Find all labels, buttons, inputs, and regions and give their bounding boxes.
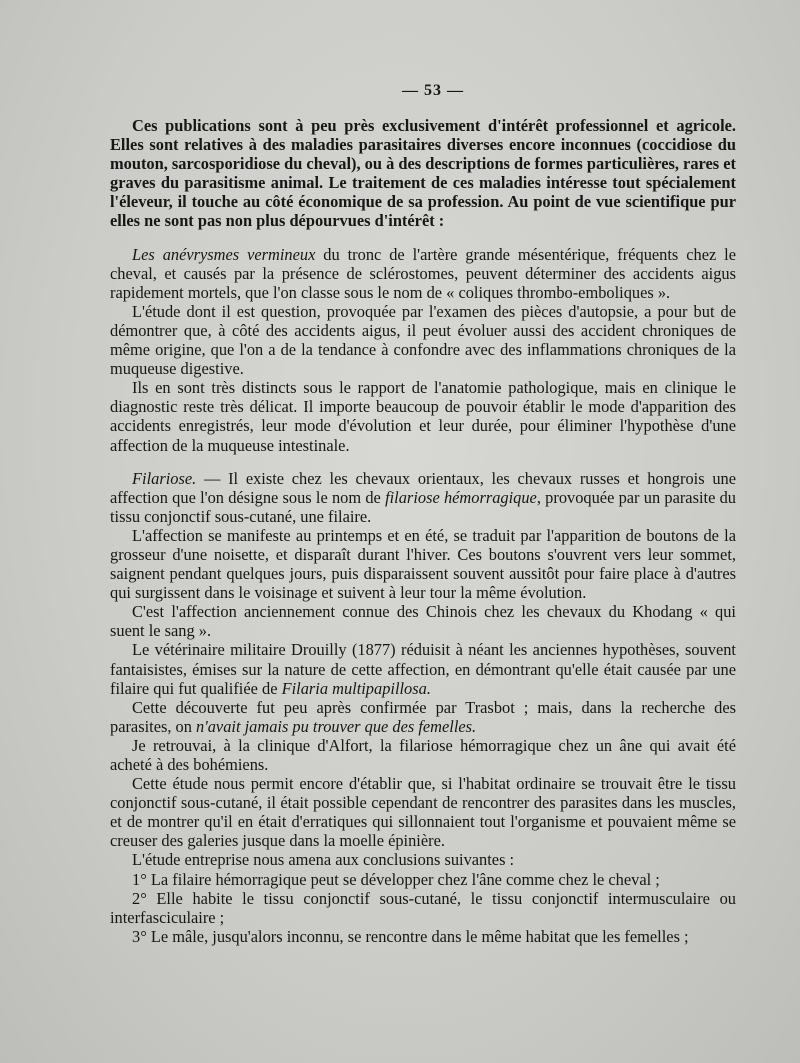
conclusion-1: 1° La filaire hémorragique peut se développer chez l'âne comme chez le cheval ; xyxy=(132,869,660,889)
anevrysmes-paragraph-1 xyxy=(110,245,736,302)
anevrysmes-paragraph-2: L'étude dont il est question, provoquée par l'examen des pièces d'autopsie, a pour but de démontrer que, à côté des accidents aigus, il peut évoluer aussi des accident chroniques de même origine, que l'on a de la tendance à confondre avec des inflammations chroniques de la muqueuse digestive. xyxy=(110,301,736,379)
filariose-paragraph-3: C'est l'affection anciennement connue des Chinois chez les chevaux du Khodang « qui suent le sang ». xyxy=(110,602,736,641)
anevrysmes-title: Les anévrysmes vermineux xyxy=(132,244,316,264)
filariose-paragraph-7: Cette étude nous permit encore d'établir que, si l'habitat ordinaire se trouvait être le tissu conjonctif sous-cutané, il était possible cependant de rencontrer des parasites dans les muscles, et de montrer qu'il en était d'erratiques qui sillonnaient tout l'organisme et pouvaient même se creuser des galeries jusque dans la moelle épinière. xyxy=(110,774,736,851)
conclusion-3: 3° Le mâle, jusqu'alors inconnu, se rencontre dans le même habitat que les femelles ; xyxy=(132,926,689,946)
anevrysmes-p1-text: du tronc de l'artère grande mésentérique, fréquents chez le cheval, et causés par la présence de sclérostomes, peuvent déterminer des accidents aigus rapidement mortels, que l'on classe sous le nom de « coliques thrombo-emboliques ». xyxy=(110,244,737,302)
section-gap xyxy=(110,231,736,245)
filariose-p5-text: Cette découverte fut peu après confirmée par Trasbot ; mais, dans la recherche des parasites, on xyxy=(110,697,736,736)
filariose-p4-text: Le vétérinaire militaire Drouilly (1877) réduisit à néant les anciennes hypothèses, souvent fantaisistes, émises sur la nature de cette affection, en démontrant qu'elle était causée par une filaire qui fut qualifiée de xyxy=(110,640,736,698)
anevrysmes-paragraph-3: Ils en sont très distincts sous le rapport de l'anatomie pathologique, mais en clinique le diagnostic reste très délicat. Il importe beaucoup de pouvoir établir le mode d'apparition des accidents enregistrés, leur mode d'évolution et leur durée, pour éliminer l'hypothèse d'une affection de la muqueuse intestinale. xyxy=(110,378,736,455)
filariose-p4-italic: Filaria multipapillosa. xyxy=(281,678,431,698)
conclusion-2: 2° Elle habite le tissu conjonctif sous-cutané, le tissu conjonctif intermusculaire ou interfasciculaire ; xyxy=(110,888,736,927)
filariose-paragraph-4 xyxy=(110,640,736,697)
page-number: — 53 — xyxy=(402,82,464,99)
filariose-paragraph-2: L'affection se manifeste au printemps et en été, se traduit par l'apparition de boutons de la grosseur d'une noisette, et disparaît durant l'hiver. Ces boutons s'ouvrent vers leur sommet, saignent pendant quelques jours, puis disparaissent souvent aussitôt pour faire place à d'autres qui surgissent dans le voisinage et suivent à leur tour la même évolution. xyxy=(110,525,736,603)
filariose-paragraph-8: L'étude entreprise nous amena aux conclusions suivantes : xyxy=(132,850,515,870)
filariose-p1-text-a: — Il existe chez les chevaux orientaux, les chevaux russes et hongrois une affection que l'on désigne sous le nom de xyxy=(110,468,736,507)
intro-paragraph: Ces publications sont à peu près exclusivement d'intérêt professionnel et agricole. Elles sont relatives à des maladies parasitaires diverses encore inconnues (coccidiose du mouton, sarcosporidiose du cheval), ou à des descriptions de formes particulières, rares et graves du parasitisme animal. Le traitement de ces maladies intéresse tout spécialement l'éleveur, il touche au côté économique de sa profession. Au point de vue scientifique pur elles ne sont pas non plus dépourvues d'intérêt : xyxy=(110,116,736,231)
filariose-p1-text-b: , provoquée par un parasite du tissu conjonctif sous-cutané, une filaire. xyxy=(110,487,736,526)
filariose-p1-italic: filariose hémorragique xyxy=(385,487,537,507)
filariose-paragraph-1 xyxy=(110,469,736,526)
filariose-paragraph-6: Je retrouvai, à la clinique d'Alfort, la filariose hémorragique chez un âne qui avait été acheté à des bohémiens. xyxy=(110,735,736,774)
filariose-p5-italic: n'avait jamais pu trouver que des femelles. xyxy=(196,716,477,736)
filariose-paragraph-5 xyxy=(110,698,736,736)
section-gap xyxy=(110,455,736,469)
filariose-title: Filariose. xyxy=(132,468,197,488)
